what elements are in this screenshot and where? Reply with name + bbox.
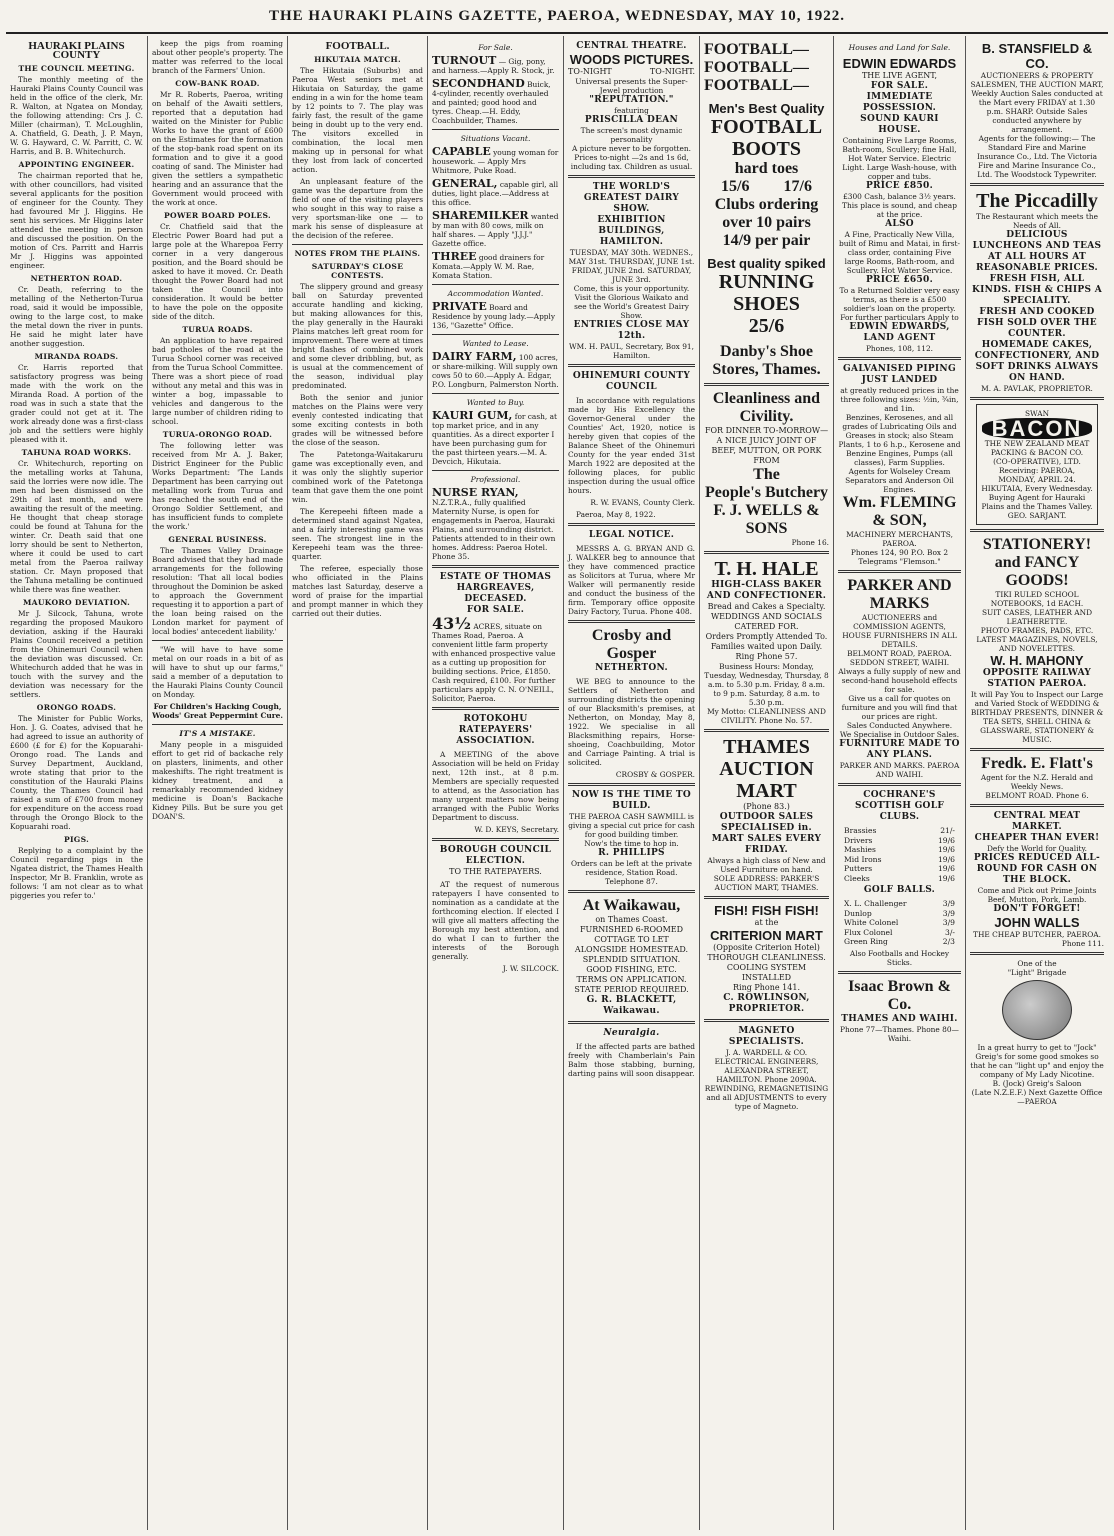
situations-heading: Situations Vacant. [460,134,531,143]
section-text: The following letter was received from Mr A. J. Baker, District Engineer for the Public Works Department: 'The Lands Department has been carrying out metalling work from Turua and has reached the south end of the Orongo Soldier Settlement, and has insufficient funds to complete the work.' [152,441,283,531]
divider [152,640,283,641]
classified-item: NURSE RYAN, N.Z.T.R.A., fully qualified Maternity Nurse, is open for engagements in Paeroa, Hauraki Plains, and surrounding district. Patients attended to in their own homes. Address: Paeroa Hotel. Phone 35. [432,486,556,561]
divider [292,244,423,245]
lease-heading: Wanted to Lease. [462,339,529,348]
price-row: Brassies 21/- [844,826,955,835]
price-row: Putters 19/6 [844,864,955,873]
stansfield-advert: B. STANSFIELD & CO. AUCTIONEERS & PROPERTY SALESMEN, THE AUCTION MART, Weekly Auction Sales conducted at the Mart every FRIDAY at 1.30 p.m. SHARP. Outside Sales conducted anywhere by arrangement. Agents for the following:— The Standard Fire and Marine Insurance Co., Ltd. The Victoria Fire and Marine Insurance Co., Ltd. The Woodstock Typewriter. [970,41,1104,179]
price-row: X. L. Challenger 3/9 [844,899,955,908]
price-row: Drivers 19/6 [844,835,955,845]
section-text: Mr R. Roberts, Paeroa, writing on behalf of the Awaiti settlers, reported that a deputation had waited on the Minister for Public Works to have the grant of £600 on the Estimates for the formation of the stop-bank road spent on its formation and to give it a good coating of sand. The Minister had given the settlers a sympathetic hearing and an assurance that the Government would proceed with the work at once. [152,90,283,207]
mistake-text: Many people in a misguided effort to get rid of backache rely on plasters, liniments, and other makeshifts. The right treatment is kidney treatment, and a remarkably recommended kidney medicine is Doan's Backache Kidney Pills. But be sure you get DOAN'S. [152,740,283,821]
column-theatre [564,36,700,1530]
baker-advert: T. H. HALE HIGH-CLASS BAKER AND CONFECTIONER. Bread and Cakes a Specialty. WEDDINGS AND SOCIALS CATERED FOR. Orders Promptly Attended To. Families waited upon Daily. Ring Phone 57. Business Hours: Monday, Tuesday, Wednesday, Thursday, 8 a.m. to 5.30 p.m. Friday, 8 a.m. to 9 p.m. Saturday, 8 a.m. to 5.30 p.m. My Motto: CLEANLINESS AND CIVILITY. Phone No. 57. [704,558,829,725]
masthead: THE HAURAKI PLAINS GAZETTE, PAEROA, WEDNESDAY, MAY 10, 1922. [6,0,1108,34]
for-sale-heading: For Sale. [478,43,513,52]
buy-heading: Wanted to Buy. [466,398,525,407]
golf-balls-heading: GOLF BALLS. [863,885,936,895]
column-council-continued [148,36,288,1530]
section-text: Replying to a complaint by the Council regarding pigs in the Ngatea district, the Thames Health Inspector, Mr B. Franklin, wrote as follows: 'I am not clear as to what piggeries you refer to.' [10,846,143,900]
magneto-advert: MAGNETO SPECIALISTS. J. A. WARDELL & CO. ELECTRICAL ENGINEERS, ALEXANDRA STREET, HAMILTON. Phone 2090A. REWINDING, REMAGNETISING and all ADJUSTMENTS to every type of Magneto. [704,1026,829,1111]
meat-market-advert: CENTRAL MEAT MARKET. CHEAPER THAN EVER! Defy the World for Quality. PRICES REDUCED ALL-ROUND FOR CASH ON THE BLOCK. Come and Pick out Prime Joints Beef, Mutton, Pork, Lamb. DON'T FORGET! JOHN WALLS THE CHEAP BUTCHER, PAEROA. Phone 111. [973,811,1104,948]
section-title: TAHUNA ROAD WORKS. [21,448,132,457]
section-title: MIRANDA ROADS. [34,352,119,361]
county-notice-date: Paeroa, May 8, 1922. [576,510,656,519]
auction-mart-advert: THAMES AUCTION MART (Phone 83.) OUTDOOR SALES SPECIALISED in. MART SALES EVERY FRIDAY. Always a high class of New and Used Furniture on hand. SOLE ADDRESS: PARKER'S AUCTION MART, THAMES. [707,736,826,892]
swan-bacon-advert: SWAN BACON THE NEW ZEALAND MEAT PACKING & BACON CO. (CO-OPERATIVE), LTD. Receiving: PAEROA, MONDAY, APRIL 24. HIKUTAIA, Every Wednesday. Buying Agent for Hauraki Plains and the Thames Valley. GEO. SARJANT. [976,404,1098,525]
piccadilly-advert: The Piccadilly The Restaurant which meets the Needs of All. DELICIOUS LUNCHEONS AND TEAS AT ALL HOURS AT REASONABLE PRICES. FRESH FISH, ALL KINDS. FISH & CHIPS A SPECIALITY. FRESH AND COOKED FISH SOLD OVER THE COUNTER. HOMEMADE CAKES, CONFECTIONERY, AND SOFT DRINKS ALWAYS ON HAND. M. A. PAVLAK, PROPRIETOR. [971,190,1103,393]
columns [6,36,1108,1530]
fleming-advert: GALVANISED PIPING JUST LANDED at greatly reduced prices in the three following sizes: ½in, ¾in, and 1in. Benzines, Kerosenes, and all grades of Lubricating Oils and Greases in stock; also Steam Plants, 1 to 6 h.p., Kerosene and Benzine Engines, Pumps (all classes), Farm Supplies. Agents for Wolseley Cream Separators and Anderson Oil Engines. Wm. FLEMING & SON, MACHINERY MERCHANTS, PAEROA. Phones 124, 90 P.O. Box 2 Telegrams "Flemson." [838,364,961,566]
football-text: An unpleasant feature of the game was the departure from the field of one of the visiting players who sought in this way to raise a very sportsman-like one — to mark his sense of displeasure at the decision of the referee. [292,177,423,240]
crosby-text: WE BEG to announce to the Settlers of Netherton and surrounding districts the opening of our Blacksmith's premises, at Netherton, on Monday, May 8, 1922. We specialise in all Blacksmithing repairs, Horse-shoeing, Coachbuilding, Motor and Carriage Painting. A trial is solicited. [568,677,695,767]
borough-advert: BOROUGH COUNCIL ELECTION. TO THE RATEPAYERS. [439,845,552,876]
column-businesses [966,36,1108,1530]
professional-heading: Professional. [470,475,521,484]
price-row: Mid Irons 19/6 [844,854,955,864]
price-row: Flux Colonel 3/- [844,927,955,937]
section-text: Cr. Harris reported that satisfactory progress was being made with the work on the Miranda Road. A portion of the road was in such a state that the grader could not get at it. The work already done was a first-class job and the settlers were highly pleased with it. [10,363,143,444]
column-shoes-butchery [700,36,834,1530]
notes-text: The referee, especially those who officiated in the Plains matches last Saturday, deserve a word of praise for the impartial and prompt manner in which they carried out their duties. [292,564,423,618]
accommodation-heading: Accommodation Wanted. [447,289,544,298]
county-heading: HAURAKI PLAINS COUNTY [28,40,125,61]
column-county-council [6,36,148,1530]
crosby-advert: Crosby and Gosper NETHERTON. [591,627,672,673]
theatre-advert: CENTRAL THEATRE. WOODS PICTURES. TO-NIGHT TO-NIGHT. Universal presents the Super-Jewel production "REPUTATION." featuring PRISCILLA DEAN The screen's most dynamic personality A picture never to be forgotten. Prices to-night —2s and 1s 6d, including tax. Children as usual. [568,41,695,171]
section-title: APPOINTING ENGINEER. [18,160,135,169]
classified-item: CAPABLE young woman for housework. — Apply Mrs Whitmore, Puke Road. [432,145,559,175]
classified-item: THREE good drainers for Komata.—Apply W. M. Rae, Komata Station. [432,250,545,280]
continued-text: keep the pigs from roaming about other people's property. The matter was referred to the local branch of the Farmers' Union. [152,39,283,75]
county-notice-text: In accordance with regulations made by His Excellency the Governor-General under the Counties' Act, 1920, notice is hereby given that copies of the Balance Sheet of the Ohinemuri County for the year ended 31st March 1922 are deposited at the following places, for public inspection during the usual office hours. [568,396,695,495]
flatt-advert: Fredk. E. Flatt's Agent for the N.Z. Herald and Weekly News. BELMONT ROAD. Phone 6. [980,755,1094,800]
notes-subheading: SATURDAY'S CLOSE CONTESTS. [311,262,404,280]
hockey-text: Also Footballs and Hockey Sticks. [849,948,950,967]
borough-text: AT the request of numerous ratepayers I have consented to nomination as a candidate at the forthcoming election. If elected I will give all matters affecting the Borough my best attention, and do what I can to further the interests of the Borough generally. [432,880,559,961]
county-notice-sign: R. W. EVANS, County Clerk. [590,498,695,507]
sawmill-advert: NOW IS THE TIME TO BUILD. THE PAEROA CASH SAWMILL is giving a special cut price for cash for good building timber. Now's the time to hop in. R. PHILLIPS Orders can be left at the private residence, Station Road. Telephone 87. [568,790,695,886]
bacon-logo: BACON [982,418,1093,439]
stationery-advert: STATIONERY! and FANCY GOODS! TIKI RULED SCHOOL NOTEBOOKS, 1d EACH. SUIT CASES, LEATHER AND LEATHERETTE. PHOTO FRAMES, PADS, ETC. LATEST MAGAZINES, NOVELS, AND NOVELETTES. W. H. MAHONY OPPOSITE RAILWAY STATION PAEROA. It will Pay You to Inspect our Large and Varied Stock of WEDDING & BIRTHDAY PRESENTS, DINNER & TEA SETS, SHELL CHINA & GLASSWARE, STATIONERY & MUSIC. [970,536,1104,744]
price-row: Mashies 19/6 [844,845,955,854]
classified-item: SHAREMILKER wanted by man with 80 cows, milk on half shares. — Apply "J.J.J." Gazette office. [432,209,559,248]
legal-text: MESSRS A. G. BRYAN AND G. J. WALKER beg to announce that they have commenced practice as Solicitors at Turua, where Mr Walker will permanently reside and conduct the business of the firm. Temporary office opposite Dairy Factory, Turua. Phone 408. [568,544,695,616]
dairy-show-advert: THE WORLD'S GREATEST DAIRY SHOW. EXHIBITION BUILDINGS, HAMILTON. TUESDAY, MAY 30th. WEDNES., MAY 31st. THURSDAY, JUNE 1st. FRIDAY, JUNE 2nd. SATURDAY, JUNE 3rd. Come, this is your opportunity. Visit the Glorious Waikato and see the World's Greatest Dairy Show. ENTRIES CLOSE MAY 12th. WM. H. PAUL, Secretary, Box 91, Hamilton. [568,182,695,360]
column-land-sales [834,36,966,1530]
price-row: White Colonel 3/9 [844,918,955,927]
borough-sign: J. W. SILCOCK. [502,964,559,973]
fish-advert: FISH! FISH FISH! at the CRITERION MART (Opposite Criterion Hotel) THOROUGH CLEANLINESS. COOLING SYSTEM INSTALLED Ring Phone 141. C. ROWLINSON, PROPRIETOR. [707,903,826,1014]
county-notice: OHINEMURI COUNTY COUNCIL [572,371,691,392]
notes-text: Both the senior and junior matches on the Plains were very evenly contested indicating that some exciting contests in both grades will be witnessed before the close of the season. [292,393,423,447]
column-football [288,36,428,1530]
section-title: GENERAL BUSINESS. [168,535,267,544]
houses-heading: Houses and Land for Sale. [848,43,951,52]
mistake-heading: IT'S A MISTAKE. [179,729,256,738]
price-row: Dunlop 3/9 [844,908,955,918]
notes-text: The Kerepeehi fifteen made a determined stand against Ngatea, and a fairly interesting game was seen. The strongest line in the Kerepeehi team was the three-quarter. [292,507,423,561]
estate-advert: ESTATE OF THOMAS HARGREAVES, DECEASED. FOR SALE. [439,572,552,615]
classified-item: KAURI GUM, for cash, at top market price, and in any quantities. As a direct exporter I have been purchasing gum for the past thirteen years.—M. A. Devcich, Hikutaia. [432,409,557,466]
price-row: Cleeks 19/6 [844,873,955,883]
section-title: TURUA ROADS. [182,325,253,334]
football-heading: FOOTBALL. [325,40,390,52]
classified-item: GENERAL, capable girl, all duties, light place.—Address at this office. [432,177,559,207]
classified-item: SECONDHAND Buick, 4-cylinder, recently overhauled and painted; good hood and tyres. Cheap.—H. Eddy, Coachbuilder, Thames. [432,77,551,125]
rotokohu-advert: ROTOKOHU RATEPAYERS' ASSOCIATION. [456,714,535,746]
football-boots-advert: FOOTBALL— FOOTBALL— FOOTBALL— Men's Best Quality FOOTBALL BOOTS hard toes 15/6 17/6 Clubs ordering over 10 pairs 14/9 per pair Best quality spiked RUNNING SHOES 25/6 Danby's Shoe Stores, Thames. [704,41,826,378]
golf-advert: COCHRANE'S SCOTTISH GOLF CLUBS. [854,790,945,822]
county-intro: The monthly meeting of the Hauraki Plains County Council was held in the office of the clerk, Mr. R. Walton, at Ngatea on Monday, the following attending: Crs J. C. Miller (chairman), T. McLoughlin, A. Chatfield, G. Death, J. P. Mayn, W. G. Hayward, C. W. Parritt, C. W. Harris, and B. B. Whitechurch. [10,75,143,156]
legal-notice: LEGAL NOTICE. [588,530,675,540]
section-title: COW-BANK ROAD. [175,79,260,88]
classified-item: PRIVATE Board and Residence by young lady.—Apply 136, "Gazette" Office. [432,300,556,330]
section-title: ORONGO ROADS. [36,703,117,712]
notes-heading: NOTES FROM THE PLAINS. [294,249,421,258]
rotokohu-sign: W. D. KEYS, Secretary. [474,825,559,834]
advert-caption: For Children's Hacking Cough, Woods' Great Peppermint Cure. [152,702,283,720]
edwards-advert: EDWIN EDWARDS THE LIVE AGENT, FOR SALE. IMMEDIATE POSSESSION. SOUND KAURI HOUSE. Containing Five Large Rooms, Bath-room, Scullery; fine Hall, Hot Water Service. Electric Light. Large Wash-house, with copper and tubs. PRICE £850. £300 Cash, balance 3½ years. This place is sound, and cheap at the price. ALSO A Fine, Practically New Villa, built of Rimu and Matai, in first-class order, containing Five large Rooms, Bath-room, and Scullery. Hot Water Service. PRICE £650. To a Returned Soldier very easy terms, as there is a £500 soldier's loan on the property. For further particulars Apply to EDWIN EDWARDS, LAND AGENT Phones, 108, 112. [839,56,960,353]
butchery-advert: Cleanliness and Civility. FOR DINNER TO-MORROW— A NICE JUICY JOINT OF BEEF, MUTTON, OR PORK FROM The People's Butchery F. J. WELLS & SONS Phone 16. [704,390,829,547]
divider [152,724,283,725]
section-text: Cr. Death, referring to the metalling of the Netherton-Turua road, said it would be impossible, owing to the large cost, to make the metal down the river in punts. He said he might later have another suggestion. [10,285,143,348]
neuralgia-advert: Neuralgia. [603,1028,660,1038]
parker-marks-advert: PARKER AND MARKS AUCTIONEERS and COMMISSION AGENTS, HOUSE FURNISHERS IN ALL DETAILS. BELMONT ROAD, PAEROA. SEDDON STREET, WAIHI. Always a fully supply of new and second-hand household effects for sale. Give us a call for quotes on furniture and you will find that our prices are right. Sales Conducted Anywhere. We Specialise in Outdoor Sales. FURNITURE MADE TO ANY PLANS. PARKER AND MARKS. PAEROA AND WAIHI. [838,577,961,779]
section-title: MAUKORO DEVIATION. [22,598,131,607]
notes-text: The Patetonga-Waitakaruru game was exceptionally even, and it was only the slightly superior combined work of the Patetonga team that gave them the one point win. [292,450,423,504]
isaac-brown-advert: Isaac Brown & Co. THAMES AND WAIHI. Phone 77—Thames. Phone 80—Waihi. [840,977,959,1043]
smoker-illustration [1002,980,1072,1040]
notes-text: The slippery ground and greasy ball on Saturday prevented accurate handling and kicking, but making allowances for this, the play generally in the Hauraki Plains matches left great room for improvement. There were at times bright flashes of combined work and some clever dribbling, but, as is usual at the commencement of the season, individual play predominated. [292,282,423,390]
waikawau-advert: At Waikawau, on Thames Coast. FURNISHED 6-ROOMED COTTAGE TO LET ALONGSIDE HOMESTEAD. SPLENDID SITUATION. GOOD FISHING, ETC. TERMS ON APPLICATION. STATE PERIOD REQUIRED. G. R. BLACKETT, Waikawau. [574,897,689,1016]
greig-advert: One of the "Light" Brigade In a great hurry to get to "Jock" Greig's for some good smokes so that he can "light up" and enjoy the company of My Lady Nicotine. B. (Jock) Greig's Saloon (Late N.Z.E.F.) Next Gazette Office—PAEROA [970,959,1104,1106]
football-subheading: HIKUTAIA MATCH. [314,55,401,64]
section-title: POWER BOARD POLES. [164,211,271,220]
football-text: The Hikutaia (Suburbs) and Paeroa West seniors met at Hikutaia on Saturday, the game ending in a win for the home team by 12 points to 7. The play was fairly fast, the result of the game being in doubt up to the very end. The visitors excelled in combination, the local men making up in personal for what they lost from lack of concerted action. [292,66,423,174]
section-text: The Minister for Public Works, Hon. J. G. Coates, advised that he had agreed to issue an authority of £600 (£ for £) for the Kopuarahi-Orongo road. The Lands and Survey Department, Auckland, wrote stating that prior to the constitution of the Hauraki Plains County, the Thames Council had raised a sum of £700 from money for expenditure on the access road through the Orongo Block to the Kopuarahi road. [10,714,143,831]
section-text: Mr J. Silcock, Tahuna, wrote regarding the proposed Maukoro deviation, asking if the Hauraki Plains Council received a petition from the Ohinemuri Council when the deviation was discussed. Cr. Whitechurch added that he was in touch with the survey and the deviation was necessary for the settlers. [10,609,143,699]
price-row: Green Ring 2/3 [844,937,955,946]
rotokohu-text: A MEETING of the above Association will be held on Friday next, 12th inst., at 8 p.m. Members are specially requested to attend, as the Association has many urgent matters now being arranged with the Public Works Department to discuss. [432,750,559,822]
classified-item: DAIRY FARM, 100 acres, or share-milking. Will supply own cows 50 to 60.—Apply A. Edgar, P.O. Longburn, Palmerston North. [432,350,559,389]
county-subheading: THE COUNCIL MEETING. [18,64,135,73]
section-text: Cr. Chatfield said that the Electric Power Board had put a large pole at the Wharepoa Ferry corner in a very dangerous position, and the Board should be asked to have it moved. Cr. Death thought the Power Board had not taken the Council into consideration. It would be better to have the pole on the opposite side of the ditch. [152,222,283,321]
crosby-sign: CROSBY & GOSPER. [615,770,695,779]
section-title: TURUA-ORONGO ROAD. [162,430,273,439]
section-title: PIGS. [63,835,90,844]
column-classifieds [428,36,564,1530]
neuralgia-text: If the affected parts are bathed freely with Chamberlain's Pain Balm those stabbing, burning, darting pains will soon disappear. [568,1042,695,1078]
section-title: NETHERTON ROAD. [30,274,123,283]
section-text: The chairman reported that he, with other councillors, had visited several applicants for the position of engineer for the County. They had favoured Mr J. Higgins. He sent his services. Mr Higgins later attended the meeting in person and discussed the position. On the motion of Crs. Parritt and Harris Mr J. Higgins was appointed engineer. [10,171,143,270]
section-text: Cr. Whitechurch, reporting on the metalling works at Tahuna, said the lorries were now idle. The men had been dismissed on the 29th of last month, and were awaiting the result of the meeting. He thought that cheap storage could be found at Tahuna for the winter. Cr. Death said that one lorry should be sent to Netherton, where it could be used to cart metal from the Paeroa railway station. Cr. Mayn proposed that the Tahuna metalling be continued while there was fine weather. [10,459,143,594]
advert-text: "We will have to have some metal on our roads in a bit of as will have to shut up our farms," said a member of a deputation to the Hauraki Plains County Council on Monday. [152,645,283,699]
classified-item: TURNOUT — Gig, pony, and harness.—Apply R. Stock, jr. [432,54,555,75]
section-text: The Thames Valley Drainage Board advised that they had made arrangements for the following resolution: 'That all local bodies throughout the Dominion be asked to approach the Government requesting it to apportion a part of the loan being raised on the London market for payment of local bodies' antecedent liability.' [152,546,283,636]
section-text: An application to have repaired bad potholes of the road at the Turua School corner was received from the Turua School Committee. There was a short piece of road without any metal and this was in winter a bog, impassable to vehicles and dangerous to the large number of children riding to school. [152,336,283,426]
estate-text: 43½ ACRES, situate on Thames Road, Paeroa. A convenient little farm property with enhanced prospective value as a cutting up proposition for building sections. Price, £1850. Cash required, £100. For further particulars apply C. N. O'NEILL, Solicitor, Paeroa. [432,614,556,703]
